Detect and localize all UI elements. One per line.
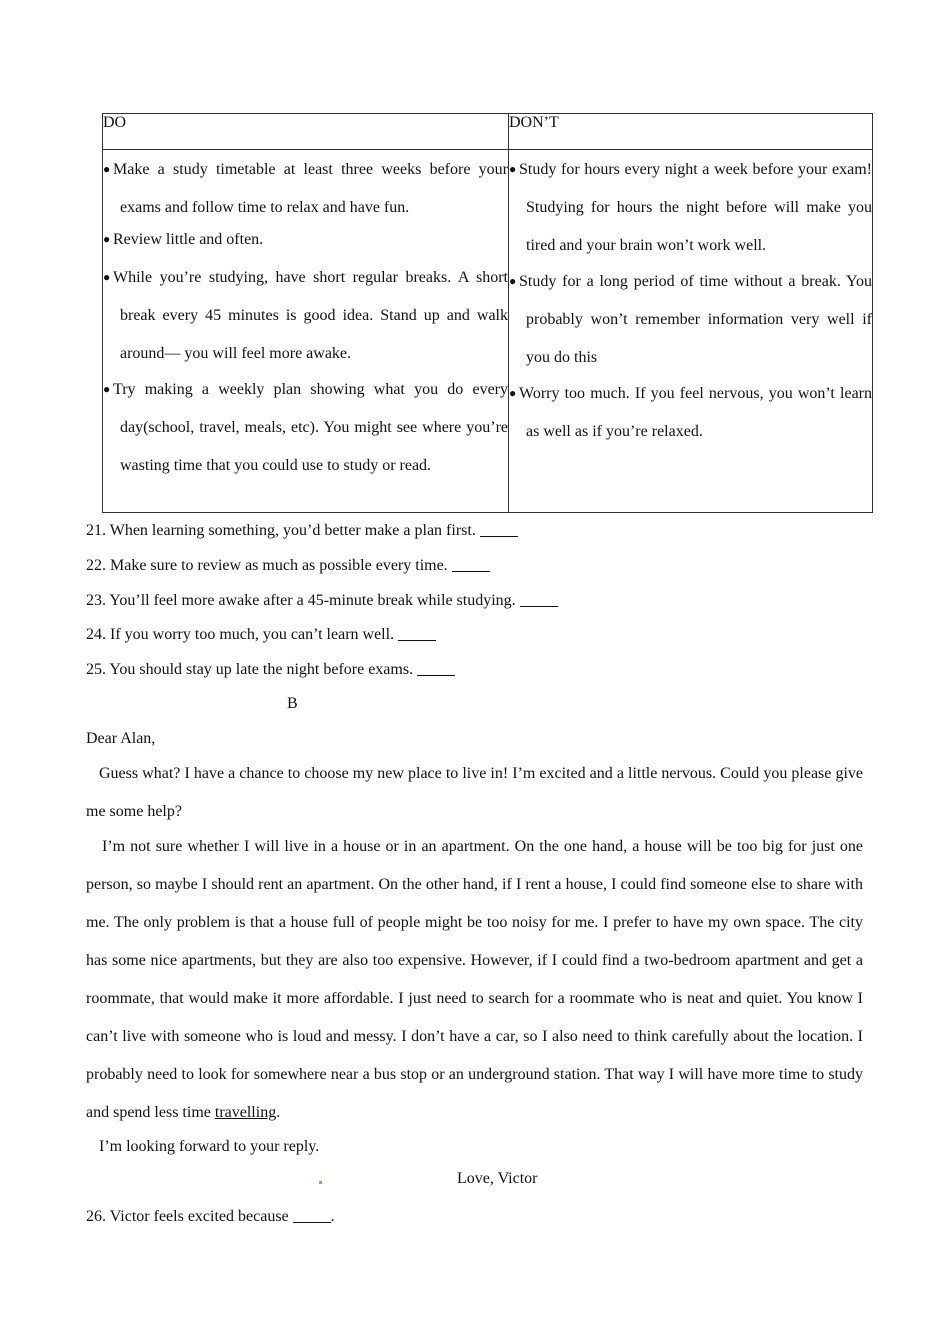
bullet-icon: ● bbox=[103, 382, 111, 396]
bullet-icon: ● bbox=[103, 270, 111, 284]
question-22: 22. Make sure to review as much as possible every time. bbox=[86, 557, 490, 575]
do-item: ● Try making a weekly plan showing what you do every day(school, travel, meals, etc). You might see where you’re wasting time that you could use to study or read. bbox=[103, 370, 508, 485]
do-item: ● While you’re studying, have short regular breaks. A short break every 45 minutes is good idea. Stand up and walk around— you will feel more awake. bbox=[103, 258, 508, 373]
bullet-icon: ● bbox=[509, 274, 517, 288]
question-21: 21. When learning something, you’d better make a plan first. bbox=[86, 522, 518, 540]
question-23: 23. You’ll feel more awake after a 45-minute break while studying. bbox=[86, 592, 558, 610]
do-header: DO bbox=[103, 114, 509, 150]
question-25: 25. You should stay up late the night before exams. bbox=[86, 661, 455, 679]
answer-blank[interactable] bbox=[480, 522, 518, 537]
dont-item: ● Study for hours every night a week before your exam! Studying for hours the night before will make you tired and your brain won’t work well. bbox=[509, 150, 872, 265]
do-dont-table bbox=[102, 113, 873, 513]
letter-greeting: Dear Alan, bbox=[86, 730, 156, 747]
bullet-icon: ● bbox=[103, 162, 111, 176]
answer-blank[interactable] bbox=[398, 626, 436, 641]
answer-blank[interactable] bbox=[520, 592, 558, 607]
do-column bbox=[103, 150, 509, 513]
speck-mark bbox=[319, 1181, 322, 1184]
dont-item: ● Study for a long period of time without a break. You probably won’t remember information very well if you do this bbox=[509, 262, 872, 377]
question-26: 26. Victor feels excited because . bbox=[86, 1208, 335, 1225]
letter-signature: Love, Victor bbox=[457, 1170, 538, 1187]
answer-blank[interactable] bbox=[293, 1208, 331, 1223]
do-item: ● Make a study timetable at least three weeks before your exams and follow time to relax and have fun. bbox=[103, 150, 508, 227]
letter-paragraph-2: I’m not sure whether I will live in a house or in an apartment. On the one hand, a house will be too big for just one person, so maybe I should rent an apartment. On the other hand, if I rent a house, I could find someone else to share with me. The only problem is that a house full of people might be too noisy for me. I prefer to have my own space. The city has some nice apartments, but they are also too expensive. However, if I could find a two-bedroom apartment and get a roommate, that would make it more affordable. I just need to search for a roommate who is neat and quiet. You know I can’t live with someone who is loud and messy. I don’t have a car, so I also need to think carefully about the location. I probably need to look for somewhere near a bus stop or an underground station. That way I will have more time to study and spend less time travelling. bbox=[86, 838, 863, 1121]
dont-header: DON’T bbox=[509, 114, 873, 150]
dont-item: ● Worry too much. If you feel nervous, you won’t learn as well as if you’re relaxed. bbox=[509, 374, 872, 451]
underlined-word: travelling bbox=[214, 1104, 277, 1121]
do-item: ● Review little and often. bbox=[103, 224, 508, 255]
letter-paragraph-1: Guess what? I have a chance to choose my new place to live in! I’m excited and a little nervous. Could you please give me some help? bbox=[86, 765, 863, 820]
section-label: B bbox=[287, 695, 298, 712]
bullet-icon: ● bbox=[103, 232, 111, 246]
bullet-icon: ● bbox=[509, 386, 517, 400]
letter-closing: I’m looking forward to your reply. bbox=[99, 1138, 320, 1155]
dont-column bbox=[509, 150, 873, 513]
bullet-icon: ● bbox=[509, 162, 517, 176]
answer-blank[interactable] bbox=[452, 557, 490, 572]
question-24: 24. If you worry too much, you can’t learn well. bbox=[86, 626, 436, 644]
answer-blank[interactable] bbox=[417, 661, 455, 676]
